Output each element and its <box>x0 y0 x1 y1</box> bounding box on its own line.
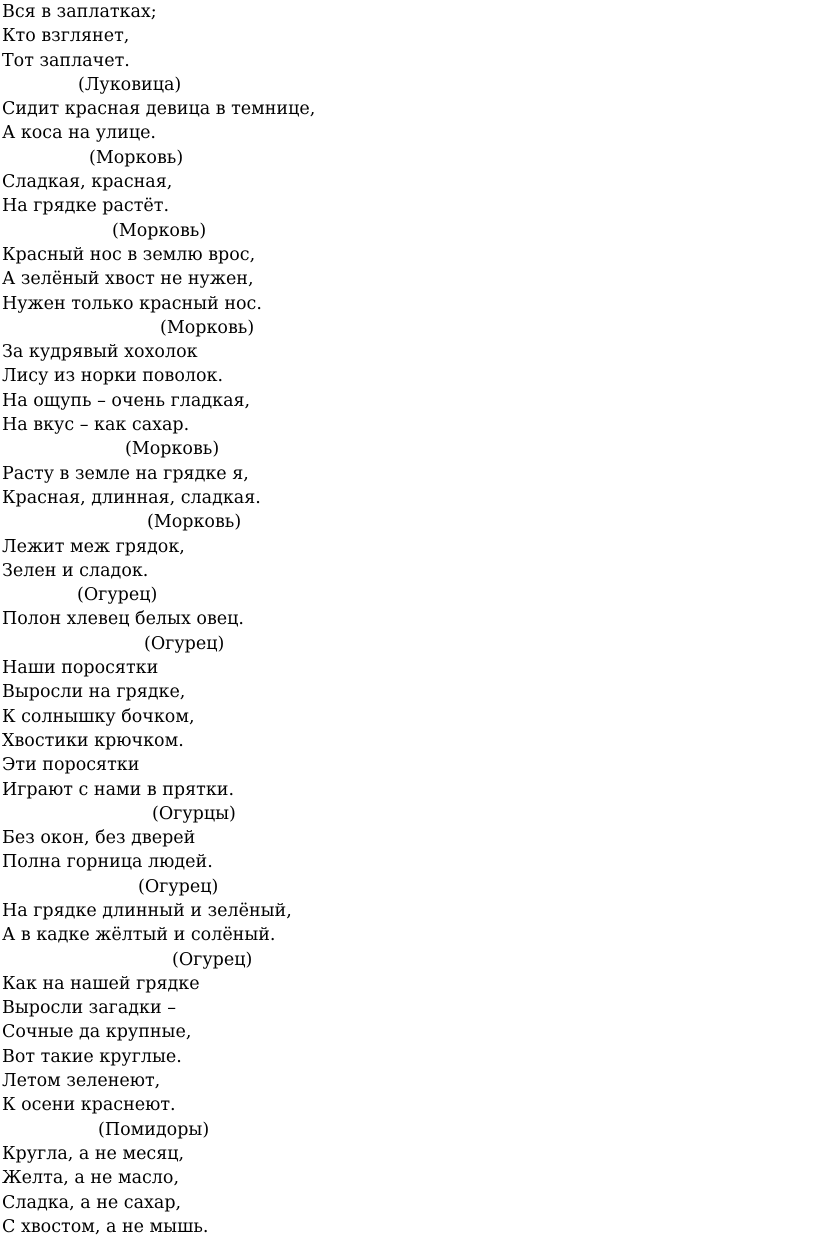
riddle-answer: (Огурец) <box>172 949 253 970</box>
riddle-line: А зелёный хвост не нужен, <box>2 269 254 290</box>
document-page <box>2 0 812 1239</box>
riddle-answer: (Морковь) <box>89 147 184 168</box>
riddle-line: Нужен только красный нос. <box>2 293 262 314</box>
riddle-answer: (Морковь) <box>160 317 255 338</box>
riddle-answer: (Морковь) <box>112 220 207 241</box>
riddle-line: Сладкая, красная, <box>2 172 173 193</box>
riddle-line: На ощупь – очень гладкая, <box>2 390 251 411</box>
riddle-answer: (Огурец) <box>77 585 158 606</box>
riddle-line: Выросли загадки – <box>2 998 176 1019</box>
riddle-line: Лежит меж грядок, <box>2 536 185 557</box>
riddle-line: На грядке растёт. <box>2 196 170 217</box>
riddle-line: Хвостики крючком. <box>2 730 184 751</box>
riddle-answer: (Помидоры) <box>98 1119 210 1140</box>
riddle-line: Эти поросятки <box>2 755 140 776</box>
riddle-answer: (Луковица) <box>78 74 182 95</box>
riddle-line: Вот такие круглые. <box>2 1046 182 1067</box>
riddle-line: Полон хлевец белых овец. <box>2 609 244 630</box>
riddle-line: С хвостом, а не мышь. <box>2 1216 209 1237</box>
riddle-answer: (Морковь) <box>125 439 220 460</box>
riddle-line: А коса на улице. <box>2 123 156 144</box>
riddle-answer: (Огурцы) <box>152 803 236 824</box>
riddle-line: Вся в заплатках; <box>2 2 157 22</box>
riddle-line: Летом зеленеют, <box>2 1071 161 1092</box>
riddle-line: Зелен и сладок. <box>2 560 149 581</box>
riddle-line: Красная, длинная, сладкая. <box>2 487 261 508</box>
riddle-line: Красный нос в землю врос, <box>2 244 256 265</box>
riddle-line: Тот заплачет. <box>2 50 130 71</box>
riddle-line: Кто взглянет, <box>2 26 130 47</box>
riddle-line: Сочные да крупные, <box>2 1022 192 1043</box>
riddle-line: Желта, а не масло, <box>2 1168 180 1189</box>
riddle-line: На грядке длинный и зелёный, <box>2 900 292 921</box>
riddle-line: Кругла, а не месяц, <box>2 1143 185 1164</box>
riddle-line: Выросли на грядке, <box>2 682 186 703</box>
riddle-line: Как на нашей грядке <box>2 973 200 994</box>
riddle-line: Играют с нами в прятки. <box>2 779 235 800</box>
riddle-line: Сладка, а не сахар, <box>2 1192 182 1213</box>
riddle-line: Полна горница людей. <box>2 852 213 873</box>
riddle-answer: (Огурец) <box>144 633 225 654</box>
riddle-line: Наши поросятки <box>2 658 159 679</box>
riddle-answer: (Огурец) <box>138 876 219 897</box>
riddle-line: За кудрявый хохолок <box>2 342 198 363</box>
riddle-line: Сидит красная девица в темнице, <box>2 99 316 120</box>
riddle-line: К солнышку бочком, <box>2 706 195 727</box>
riddle-answer: (Морковь) <box>147 512 242 533</box>
riddle-line: Без окон, без дверей <box>2 828 196 849</box>
riddle-line: На вкус – как сахар. <box>2 415 190 436</box>
riddle-line: К осени краснеют. <box>2 1095 176 1116</box>
riddle-line: Лису из норки поволок. <box>2 366 224 387</box>
riddle-line: Расту в земле на грядке я, <box>2 463 249 484</box>
riddle-line: А в кадке жёлтый и солёный. <box>2 925 276 946</box>
